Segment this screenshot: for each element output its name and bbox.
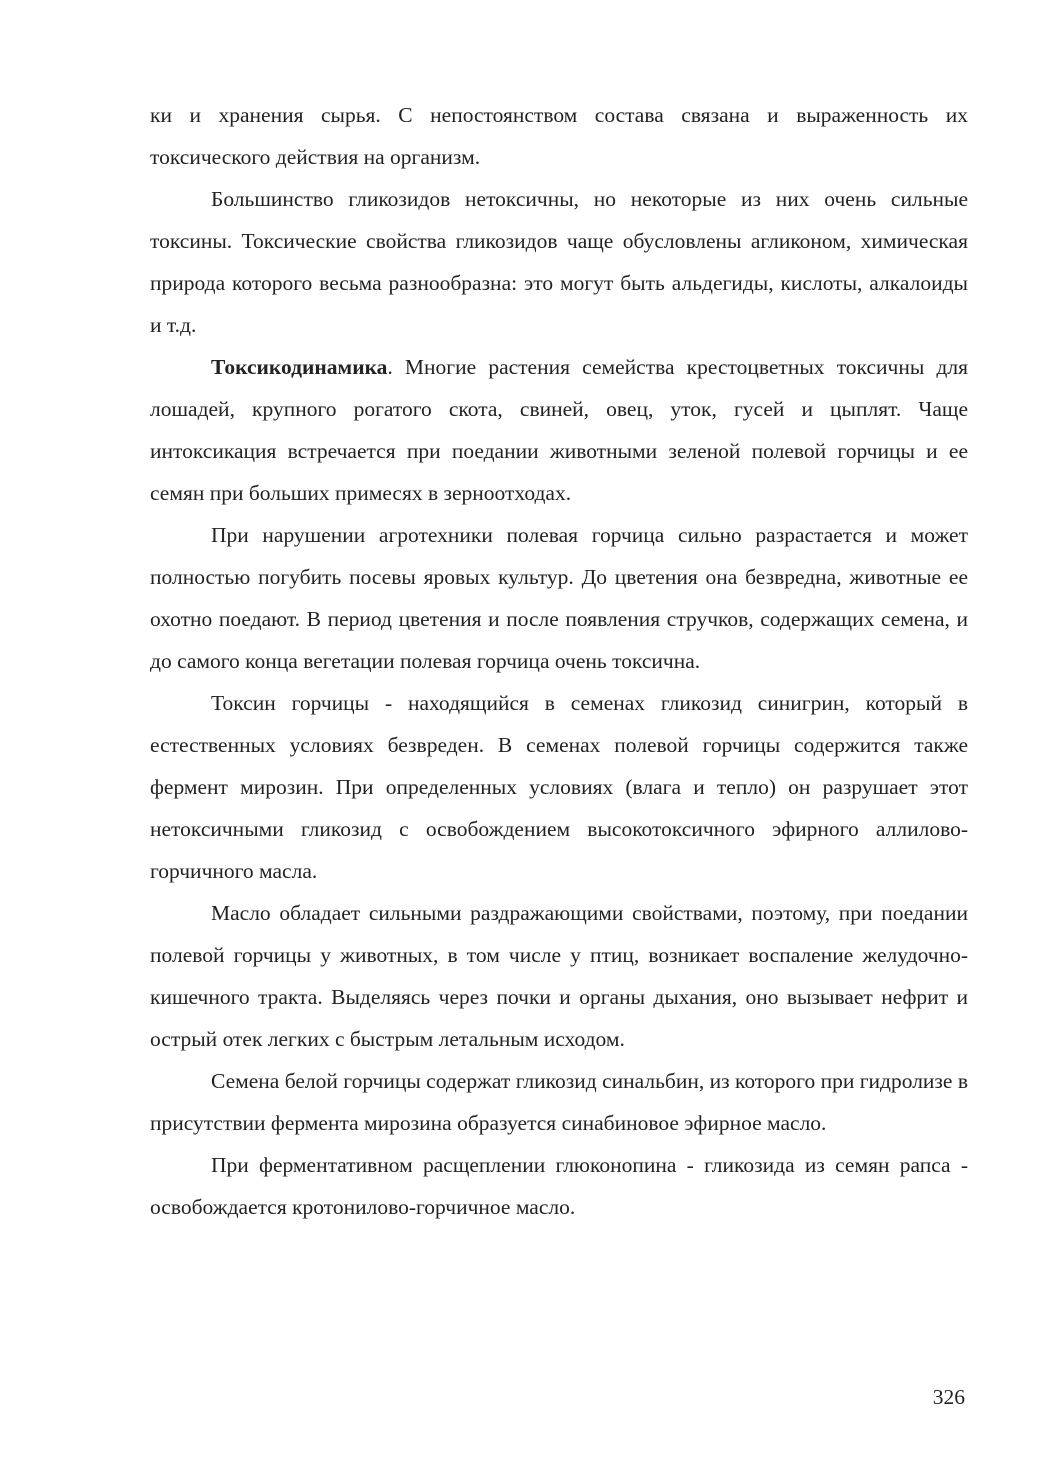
paragraph-sinigrin: Токсин горчицы - находящийся в семенах гликозид синигрин, который в естественных условиях безвреден. В семенах полевой горчицы содержится также фермент мирозин. При определенных условиях (влага и тепло) он разрушает этот нетоксичными гликозид с освобождением высокотоксичного эфирного аллилово-горчичного масла.: [150, 691, 968, 883]
paragraph-white-mustard: Семена белой горчицы содержат гликозид синальбин, из которого при гидролизе в присутствии фермента мирозина образуется синабиновое эфирное масло.: [150, 1069, 968, 1135]
paragraph-oil-effects: Масло обладает сильными раздражающими свойствами, поэтому, при поедании полевой горчицы у животных, в том числе у птиц, возникает воспаление желудочно-кишечного тракта. Выделяясь через почки и органы дыхания, оно вызывает нефрит и острый отек легких с быстрым летальным исходом.: [150, 901, 968, 1051]
toxicodynamics-text: . Многие растения семейства крестоцветных токсичны для лошадей, крупного рогатого скота, свиней, овец, уток, гусей и цыплят. Чаще интоксикация встречается при поедании животными зеленой полевой горчицы и ее семян при больших примесях в зерноотходах.: [150, 355, 968, 505]
paragraph-rapeseed: При ферментативном расщеплении глюконопина - гликозида из семян рапса - освобождается кротонилово-горчичное масло.: [150, 1153, 968, 1219]
page-body: [150, 94, 968, 1228]
paragraph-continuation: ки и хранения сырья. С непостоянством состава связана и выраженность их токсического действия на организм.: [150, 103, 968, 169]
paragraph-agrotechnics: При нарушении агротехники полевая горчица сильно разрастается и может полностью погубить посевы яровых культур. До цветения она безвредна, животные ее охотно поедают. В период цветения и после появления стручков, содержащих семена, и до самого конца вегетации полевая горчица очень токсична.: [150, 523, 968, 673]
toxicodynamics-heading: Токсикодинамика: [211, 355, 388, 379]
page-number: 326: [932, 1385, 965, 1409]
paragraph-toxicodynamics: [150, 346, 968, 514]
paragraph-glycosides: Большинство гликозидов нетоксичны, но некоторые из них очень сильные токсины. Токсические свойства гликозидов чаще обусловлены агликоном, химическая природа которого весьма разнообразна: это могут быть альдегиды, кислоты, алкалоиды и т.д.: [150, 187, 968, 337]
